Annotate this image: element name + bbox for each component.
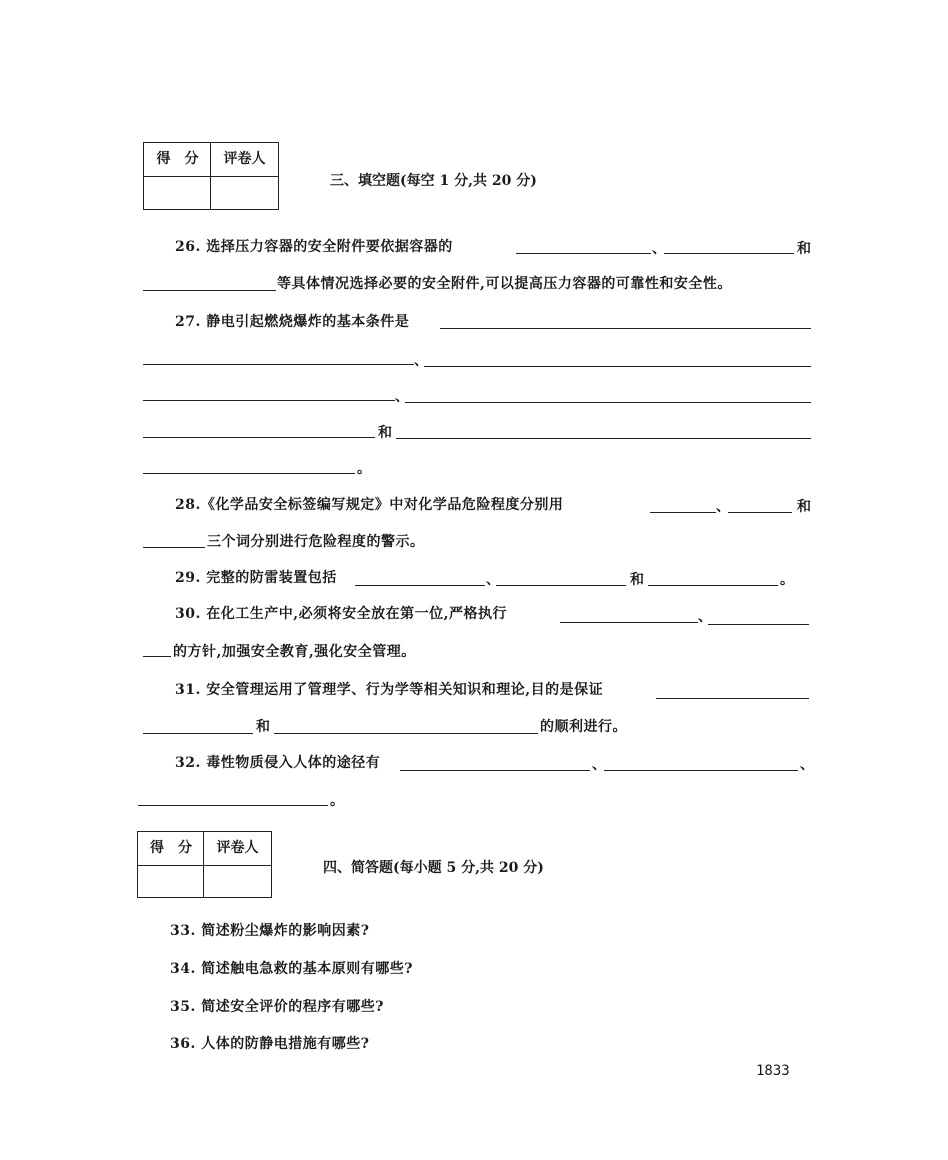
- q29-blank-1[interactable]: [355, 585, 485, 586]
- q26-text: 26. 选择压力容器的安全附件要依据容器的: [175, 239, 453, 255]
- q30-text: 30. 在化工生产中,必须将安全放在第一位,严格执行: [175, 606, 507, 622]
- q27-blank-8[interactable]: [143, 473, 355, 474]
- q32-blank-3[interactable]: [138, 805, 328, 806]
- q30-blank-2[interactable]: [708, 624, 809, 625]
- q29-blank-2[interactable]: [496, 585, 626, 586]
- q26-text-cont: 等具体情况选择必要的安全附件,可以提高压力容器的可靠性和安全性。: [277, 276, 732, 292]
- q29-text: 29. 完整的防雷装置包括: [175, 570, 337, 586]
- page-number: 1833: [756, 1063, 790, 1079]
- section4-title: 四、简答题(每小题 5 分,共 20 分): [323, 860, 544, 876]
- q28-text-cont: 三个词分别进行危险程度的警示。: [207, 534, 425, 550]
- score-label: 得 分: [150, 840, 192, 856]
- q27-blank-5[interactable]: [405, 402, 811, 403]
- q27-blank-7[interactable]: [396, 438, 811, 439]
- q32-blank-2[interactable]: [604, 770, 798, 771]
- q35-text: 35. 简述安全评价的程序有哪些?: [170, 999, 384, 1015]
- q30-blank-1[interactable]: [560, 622, 698, 623]
- q26-blank-2[interactable]: [664, 253, 794, 254]
- q31-blank-1[interactable]: [656, 698, 809, 699]
- q31-blank-2[interactable]: [143, 733, 253, 734]
- q27-blank-6[interactable]: [143, 437, 375, 438]
- score-box-section4: [137, 831, 272, 898]
- q31-text-cont: 的顺利进行。: [540, 719, 627, 735]
- q31-blank-3[interactable]: [274, 733, 538, 734]
- q30-blank-3[interactable]: [143, 656, 171, 657]
- section3-title: 三、填空题(每空 1 分,共 20 分): [330, 173, 537, 189]
- q32-text: 32. 毒性物质侵入人体的途径有: [175, 755, 381, 771]
- q27-text: 27. 静电引起燃烧爆炸的基本条件是: [175, 314, 410, 330]
- score-box-section3: [143, 142, 279, 210]
- q27-blank-3[interactable]: [424, 366, 811, 367]
- q27-blank-1[interactable]: [440, 328, 811, 329]
- grader-label: 评卷人: [216, 840, 259, 856]
- q32-blank-1[interactable]: [400, 770, 590, 771]
- q28-text: 28.《化学品安全标签编写规定》中对化学品危险程度分别用: [175, 497, 564, 513]
- q29-blank-3[interactable]: [648, 585, 778, 586]
- q26-blank-1[interactable]: [516, 253, 651, 254]
- q26-blank-3[interactable]: [143, 290, 276, 291]
- q31-text: 31. 安全管理运用了管理学、行为学等相关知识和理论,目的是保证: [175, 682, 604, 698]
- score-label: 得 分: [156, 151, 199, 167]
- q33-text: 33. 简述粉尘爆炸的影响因素?: [170, 923, 370, 939]
- q28-blank-1[interactable]: [650, 512, 716, 513]
- grader-label: 评卷人: [223, 151, 266, 167]
- q27-blank-2[interactable]: [143, 364, 414, 365]
- q28-blank-3[interactable]: [143, 547, 205, 548]
- q34-text: 34. 简述触电急救的基本原则有哪些?: [170, 961, 413, 977]
- q28-blank-2[interactable]: [728, 512, 792, 513]
- q36-text: 36. 人体的防静电措施有哪些?: [170, 1036, 370, 1052]
- q27-blank-4[interactable]: [143, 400, 395, 401]
- q30-text-cont: 的方针,加强安全教育,强化安全管理。: [173, 644, 416, 660]
